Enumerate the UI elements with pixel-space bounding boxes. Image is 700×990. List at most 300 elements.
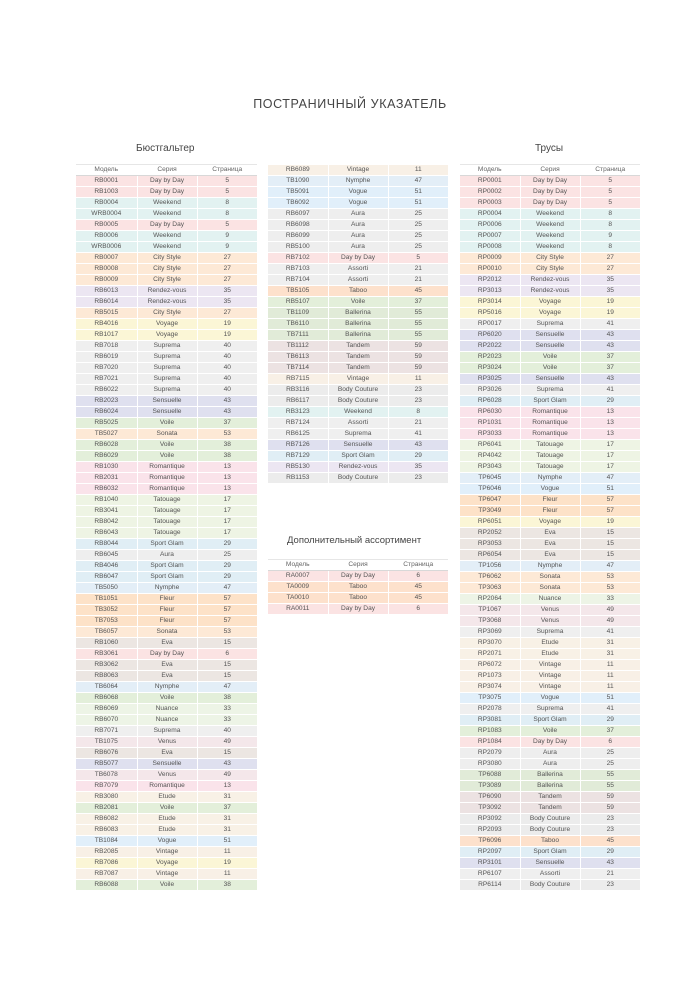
series-cell: City Style xyxy=(137,253,197,264)
model-cell: RB6089 xyxy=(268,165,328,176)
series-cell: Eva xyxy=(520,550,580,561)
table-row xyxy=(76,594,257,605)
model-cell: RP0003 xyxy=(460,198,520,209)
model-cell: TB1075 xyxy=(76,737,137,748)
page-cell: 17 xyxy=(197,528,257,539)
table-row xyxy=(460,264,640,275)
page-cell: 25 xyxy=(388,231,448,242)
model-cell: TP6088 xyxy=(460,770,520,781)
series-cell: Day by Day xyxy=(520,187,580,198)
table-row xyxy=(76,473,257,484)
page-cell: 57 xyxy=(580,506,640,517)
model-cell: RB6069 xyxy=(76,704,137,715)
model-cell: RB6088 xyxy=(76,880,137,891)
series-cell: Day by Day xyxy=(520,176,580,187)
table-row xyxy=(460,616,640,627)
page-cell: 25 xyxy=(388,242,448,253)
table-row xyxy=(76,759,257,770)
table-row xyxy=(268,374,448,385)
series-cell: Voyage xyxy=(137,319,197,330)
model-cell: RB1017 xyxy=(76,330,137,341)
series-cell: Taboo xyxy=(520,836,580,847)
model-cell: RP2071 xyxy=(460,649,520,660)
series-cell: Sport Glam xyxy=(137,539,197,550)
page-cell: 5 xyxy=(197,176,257,187)
page-cell: 38 xyxy=(197,693,257,704)
series-cell: Rendez-vous xyxy=(137,297,197,308)
page-cell: 55 xyxy=(388,308,448,319)
page-cell: 15 xyxy=(580,528,640,539)
series-cell: Vintage xyxy=(328,374,388,385)
table-row xyxy=(76,275,257,286)
series-cell: Suprema xyxy=(137,374,197,385)
table-row xyxy=(460,473,640,484)
table-row xyxy=(460,638,640,649)
series-cell: Rendez-vous xyxy=(137,286,197,297)
table-row xyxy=(76,264,257,275)
series-cell: Tatouage xyxy=(520,451,580,462)
model-cell: TB1084 xyxy=(76,836,137,847)
page-cell: 15 xyxy=(197,660,257,671)
table-row xyxy=(76,561,257,572)
model-cell: RB3061 xyxy=(76,649,137,660)
series-cell: Day by Day xyxy=(137,176,197,187)
table-row xyxy=(76,660,257,671)
model-cell: TP6045 xyxy=(460,473,520,484)
page-cell: 51 xyxy=(580,693,640,704)
page-cell: 59 xyxy=(580,803,640,814)
page-cell: 45 xyxy=(388,593,448,604)
model-cell: RB6028 xyxy=(76,440,137,451)
page-cell: 47 xyxy=(197,583,257,594)
table-row xyxy=(460,803,640,814)
model-cell: RB5025 xyxy=(76,418,137,429)
series-cell: Rendez-vous xyxy=(520,275,580,286)
table-row xyxy=(268,593,448,604)
series-cell: Nuance xyxy=(137,704,197,715)
series-cell: Sport Glam xyxy=(328,451,388,462)
page-cell: 8 xyxy=(580,242,640,253)
model-cell: TB6113 xyxy=(268,352,328,363)
page-cell: 21 xyxy=(388,264,448,275)
model-cell: RB7071 xyxy=(76,726,137,737)
table-row xyxy=(268,451,448,462)
page-cell: 55 xyxy=(388,330,448,341)
page-cell: 45 xyxy=(580,836,640,847)
table-row xyxy=(460,737,640,748)
model-cell: RP2078 xyxy=(460,704,520,715)
page-cell: 17 xyxy=(580,451,640,462)
page-cell: 59 xyxy=(580,792,640,803)
model-cell: RB0005 xyxy=(76,220,137,231)
model-cell: TA0010 xyxy=(268,593,328,604)
page-cell: 25 xyxy=(580,759,640,770)
table-row xyxy=(460,275,640,286)
page-cell: 23 xyxy=(580,814,640,825)
table-row xyxy=(460,209,640,220)
page-cell: 29 xyxy=(388,451,448,462)
series-cell: Fleur xyxy=(137,594,197,605)
page-cell: 43 xyxy=(197,407,257,418)
model-cell: TB7114 xyxy=(268,363,328,374)
page-cell: 21 xyxy=(580,869,640,880)
series-cell: City Style xyxy=(137,264,197,275)
model-cell: RB3041 xyxy=(76,506,137,517)
model-cell: RB6099 xyxy=(268,231,328,242)
table-row xyxy=(460,363,640,374)
model-cell: TP3063 xyxy=(460,583,520,594)
series-cell: Voyage xyxy=(137,330,197,341)
table-row xyxy=(460,396,640,407)
page-cell: 27 xyxy=(580,264,640,275)
page-cell: 9 xyxy=(580,231,640,242)
series-cell: Sport Glam xyxy=(137,572,197,583)
model-cell: RP2064 xyxy=(460,594,520,605)
model-cell: TB6110 xyxy=(268,319,328,330)
column-header-series: Серия xyxy=(520,165,580,176)
model-cell: RB2085 xyxy=(76,847,137,858)
page-cell: 23 xyxy=(580,825,640,836)
series-cell: Romantique xyxy=(520,418,580,429)
table-row xyxy=(460,517,640,528)
series-cell: Voile xyxy=(520,363,580,374)
table-row xyxy=(460,385,640,396)
page-cell: 37 xyxy=(580,363,640,374)
table-row xyxy=(460,627,640,638)
model-cell: RP0002 xyxy=(460,187,520,198)
page-cell: 11 xyxy=(580,682,640,693)
model-cell: RB1003 xyxy=(76,187,137,198)
series-cell: Sensuelle xyxy=(137,407,197,418)
model-cell: RP3013 xyxy=(460,286,520,297)
series-cell: Voile xyxy=(137,451,197,462)
page-cell: 15 xyxy=(197,748,257,759)
table-row xyxy=(76,616,257,627)
series-cell: City Style xyxy=(520,253,580,264)
series-cell: Tatouage xyxy=(137,528,197,539)
page-cell: 49 xyxy=(580,616,640,627)
series-cell: Voile xyxy=(520,726,580,737)
series-cell: Weekend xyxy=(137,231,197,242)
series-cell: Tatouage xyxy=(520,462,580,473)
table-row xyxy=(76,330,257,341)
page-cell: 43 xyxy=(388,440,448,451)
page-cell: 13 xyxy=(580,418,640,429)
page-cell: 55 xyxy=(580,770,640,781)
table-row xyxy=(460,605,640,616)
table-row xyxy=(76,374,257,385)
table-row xyxy=(76,242,257,253)
model-cell: RP6020 xyxy=(460,330,520,341)
model-cell: RB6014 xyxy=(76,297,137,308)
series-cell: Nymphe xyxy=(520,561,580,572)
model-cell: RB6043 xyxy=(76,528,137,539)
model-cell: RP2023 xyxy=(460,352,520,363)
model-cell: RP6114 xyxy=(460,880,520,891)
page-cell: 43 xyxy=(580,374,640,385)
series-cell: Aura xyxy=(328,220,388,231)
page-cell: 23 xyxy=(388,473,448,484)
page-cell: 41 xyxy=(580,319,640,330)
table-row xyxy=(460,176,640,187)
page-cell: 49 xyxy=(197,770,257,781)
page-cell: 8 xyxy=(580,209,640,220)
series-cell: Eva xyxy=(137,748,197,759)
series-cell: Body Couture xyxy=(520,880,580,891)
page-cell: 45 xyxy=(388,582,448,593)
page-cell: 33 xyxy=(197,704,257,715)
table-row xyxy=(76,440,257,451)
model-cell: RP3069 xyxy=(460,627,520,638)
model-cell: RB3116 xyxy=(268,385,328,396)
page-cell: 53 xyxy=(580,572,640,583)
model-cell: RP1083 xyxy=(460,726,520,737)
page-cell: 23 xyxy=(388,385,448,396)
model-cell: RB4046 xyxy=(76,561,137,572)
page-cell: 37 xyxy=(197,803,257,814)
series-cell: Weekend xyxy=(520,209,580,220)
table-row xyxy=(76,847,257,858)
model-cell: RB6022 xyxy=(76,385,137,396)
table-row xyxy=(76,506,257,517)
series-cell: Nymphe xyxy=(137,682,197,693)
page-cell: 35 xyxy=(388,462,448,473)
model-cell: TP3049 xyxy=(460,506,520,517)
table-row xyxy=(460,825,640,836)
page-cell: 49 xyxy=(580,605,640,616)
page-cell: 13 xyxy=(197,484,257,495)
page-cell: 41 xyxy=(580,704,640,715)
series-cell: Rendez-vous xyxy=(328,462,388,473)
page-cell: 13 xyxy=(580,407,640,418)
table-row xyxy=(460,880,640,891)
page-cell: 59 xyxy=(388,341,448,352)
series-cell: Sensuelle xyxy=(137,759,197,770)
model-cell: RB0004 xyxy=(76,198,137,209)
table-row xyxy=(268,187,448,198)
model-cell: RB3062 xyxy=(76,660,137,671)
model-cell: RB7018 xyxy=(76,341,137,352)
table-row xyxy=(268,352,448,363)
table-row xyxy=(76,253,257,264)
model-cell: RB8063 xyxy=(76,671,137,682)
series-cell: City Style xyxy=(137,275,197,286)
table-row xyxy=(268,165,448,176)
page-cell: 5 xyxy=(580,187,640,198)
page-cell: 8 xyxy=(197,209,257,220)
model-cell: RB6098 xyxy=(268,220,328,231)
series-cell: Weekend xyxy=(520,242,580,253)
series-cell: Assorti xyxy=(328,418,388,429)
table-row xyxy=(76,484,257,495)
series-cell: Eva xyxy=(137,638,197,649)
series-cell: Etude xyxy=(520,649,580,660)
model-cell: RB1030 xyxy=(76,462,137,473)
model-cell: RP1031 xyxy=(460,418,520,429)
model-cell: RP1073 xyxy=(460,671,520,682)
model-cell: TB5050 xyxy=(76,583,137,594)
table-row xyxy=(460,495,640,506)
table-row xyxy=(76,528,257,539)
table-row xyxy=(460,451,640,462)
model-cell: RB0007 xyxy=(76,253,137,264)
page-cell: 40 xyxy=(197,363,257,374)
table-row xyxy=(460,440,640,451)
table-row xyxy=(460,682,640,693)
page-cell: 47 xyxy=(580,561,640,572)
series-cell: Aura xyxy=(328,209,388,220)
page-title: ПОСТРАНИЧНЫЙ УКАЗАТЕЛЬ xyxy=(253,97,447,111)
series-cell: Suprema xyxy=(137,341,197,352)
series-cell: City Style xyxy=(520,264,580,275)
table-row xyxy=(268,275,448,286)
table-row xyxy=(76,814,257,825)
page-cell: 13 xyxy=(197,781,257,792)
model-cell: RB6032 xyxy=(76,484,137,495)
table-row xyxy=(76,385,257,396)
series-cell: Sonata xyxy=(520,572,580,583)
series-cell: Body Couture xyxy=(520,825,580,836)
table-row xyxy=(76,308,257,319)
table-row xyxy=(268,604,448,615)
series-cell: Weekend xyxy=(520,220,580,231)
model-cell: RB6117 xyxy=(268,396,328,407)
series-cell: Fleur xyxy=(520,495,580,506)
series-cell: Day by Day xyxy=(328,604,388,615)
page-cell: 17 xyxy=(197,517,257,528)
table-row xyxy=(460,462,640,473)
table-row xyxy=(460,429,640,440)
model-cell: RB8042 xyxy=(76,517,137,528)
series-cell: Vintage xyxy=(137,869,197,880)
page-cell: 5 xyxy=(388,253,448,264)
table-row xyxy=(460,759,640,770)
series-cell: Day by Day xyxy=(520,198,580,209)
series-cell: Day by Day xyxy=(137,220,197,231)
series-cell: Vogue xyxy=(328,198,388,209)
model-cell: RP3014 xyxy=(460,297,520,308)
series-cell: Body Couture xyxy=(328,396,388,407)
column-header-page: Страница xyxy=(388,560,448,571)
table-header-row xyxy=(268,560,448,571)
page-cell: 55 xyxy=(388,319,448,330)
series-cell: Vintage xyxy=(520,660,580,671)
page-cell: 27 xyxy=(197,253,257,264)
page-cell: 11 xyxy=(388,165,448,176)
series-cell: Body Couture xyxy=(328,385,388,396)
model-cell: RP3043 xyxy=(460,462,520,473)
table-row xyxy=(76,418,257,429)
model-cell: RB5100 xyxy=(268,242,328,253)
column-header-model: Модель xyxy=(460,165,520,176)
table-row xyxy=(460,231,640,242)
page-cell: 25 xyxy=(580,748,640,759)
page-cell: 15 xyxy=(197,638,257,649)
page-cell: 15 xyxy=(580,539,640,550)
table-row xyxy=(460,407,640,418)
page-cell: 19 xyxy=(197,858,257,869)
table-row xyxy=(76,187,257,198)
page-cell: 53 xyxy=(197,429,257,440)
page-cell: 31 xyxy=(580,638,640,649)
table-row xyxy=(460,253,640,264)
page-cell: 37 xyxy=(388,297,448,308)
series-cell: Ballerina xyxy=(328,330,388,341)
page-cell: 49 xyxy=(197,737,257,748)
model-cell: RP6072 xyxy=(460,660,520,671)
page-cell: 43 xyxy=(580,341,640,352)
table-row xyxy=(460,770,640,781)
model-cell: RB7021 xyxy=(76,374,137,385)
table-row xyxy=(460,528,640,539)
table-row xyxy=(268,407,448,418)
table-row xyxy=(460,726,640,737)
series-cell: Sonata xyxy=(137,627,197,638)
model-cell: RP0017 xyxy=(460,319,520,330)
page-cell: 15 xyxy=(580,550,640,561)
model-cell: RB2023 xyxy=(76,396,137,407)
series-cell: Sensuelle xyxy=(137,396,197,407)
series-cell: Nymphe xyxy=(520,473,580,484)
model-cell: RB6029 xyxy=(76,451,137,462)
series-cell: Suprema xyxy=(137,352,197,363)
series-cell: Voile xyxy=(137,803,197,814)
model-cell: TP1056 xyxy=(460,561,520,572)
table-row xyxy=(268,330,448,341)
table-row xyxy=(268,308,448,319)
model-cell: RB7102 xyxy=(268,253,328,264)
series-cell: Taboo xyxy=(328,286,388,297)
model-cell: RP2012 xyxy=(460,275,520,286)
table-row xyxy=(76,495,257,506)
table-row xyxy=(76,682,257,693)
page-cell: 59 xyxy=(388,363,448,374)
series-cell: Voyage xyxy=(520,308,580,319)
table-row xyxy=(76,704,257,715)
series-cell: Romantique xyxy=(520,429,580,440)
page-cell: 47 xyxy=(580,473,640,484)
series-cell: Aura xyxy=(328,242,388,253)
table-row xyxy=(460,198,640,209)
page-cell: 33 xyxy=(197,715,257,726)
series-cell: Venus xyxy=(520,616,580,627)
page-cell: 23 xyxy=(580,880,640,891)
model-cell: RB7103 xyxy=(268,264,328,275)
series-cell: Voyage xyxy=(520,517,580,528)
table-row xyxy=(460,847,640,858)
extra-section-title: Дополнительный ассортимент xyxy=(287,535,422,546)
series-cell: Voile xyxy=(137,693,197,704)
table-row xyxy=(76,693,257,704)
series-cell: Romantique xyxy=(520,407,580,418)
series-cell: Suprema xyxy=(137,363,197,374)
table-row xyxy=(268,198,448,209)
model-cell: TB1109 xyxy=(268,308,328,319)
page-cell: 35 xyxy=(197,286,257,297)
series-cell: Eva xyxy=(137,671,197,682)
model-cell: RB0008 xyxy=(76,264,137,275)
table-row xyxy=(76,572,257,583)
table-row xyxy=(268,176,448,187)
series-cell: Tandem xyxy=(520,803,580,814)
series-cell: Suprema xyxy=(328,429,388,440)
column-header-page: Страница xyxy=(580,165,640,176)
page-cell: 51 xyxy=(580,484,640,495)
table-row xyxy=(460,594,640,605)
page-cell: 31 xyxy=(197,825,257,836)
page-cell: 17 xyxy=(580,462,640,473)
table-row xyxy=(76,792,257,803)
